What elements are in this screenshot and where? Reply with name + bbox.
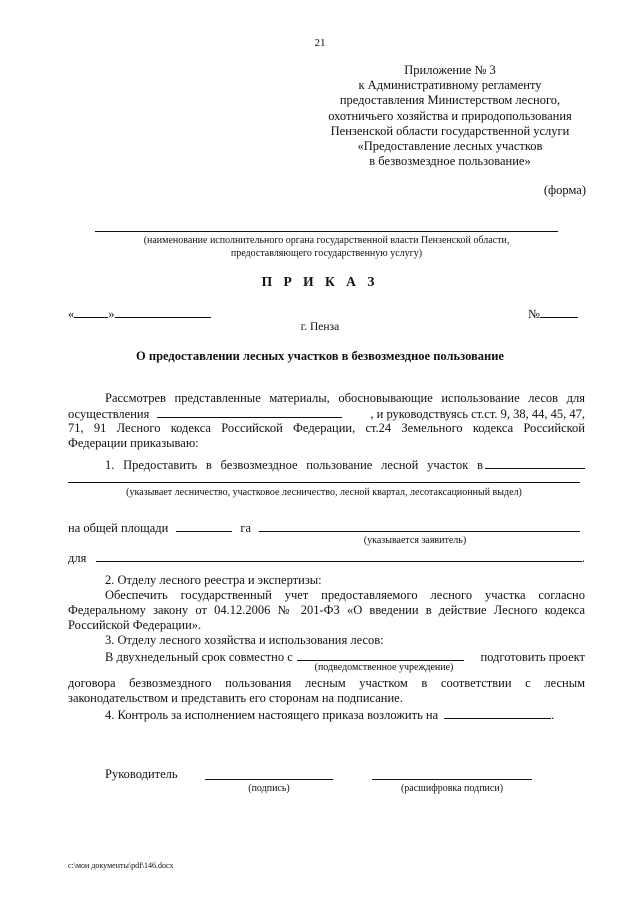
item2-heading: 2. Отделу лесного реестра и экспертизы:: [105, 573, 322, 587]
item4-text: 4. Контроль за исполнением настоящего приказа возложить на: [105, 708, 439, 722]
date-day-blank: [74, 306, 108, 318]
purpose-line: [68, 550, 585, 566]
intro-line-1: [105, 391, 585, 406]
intro-word: для: [566, 391, 585, 405]
intro-word: представленные: [174, 391, 261, 405]
signature-role: Руководитель: [105, 767, 178, 781]
area-label: на общей площади: [68, 521, 169, 535]
responsible-person-blank: [444, 707, 551, 719]
intro-line-2: [68, 406, 585, 422]
purpose-label: для: [68, 551, 87, 565]
date-field: [68, 306, 211, 322]
signature-decode-caption: (расшифровка подписи): [400, 783, 504, 794]
intro-word: лесов: [528, 391, 559, 405]
intro-word: использование: [441, 391, 520, 405]
applicant-caption: (указывается заявитель): [363, 535, 467, 546]
intro-word: обосновывающие: [338, 391, 433, 405]
purpose-blank: [96, 550, 582, 562]
appendix-line: к Административному регламенту: [358, 78, 542, 93]
item3-text-b: подготовить проект: [480, 650, 585, 664]
intro-purpose-label: осуществления: [68, 407, 150, 421]
appendix-line: Приложение № 3: [404, 63, 496, 77]
item2-line-3: Российской Федерации».: [68, 618, 202, 632]
area-line: [68, 520, 580, 536]
item3-line-3: законодательством и представить его сторонам на подписание.: [68, 691, 403, 705]
item4-end: .: [551, 708, 555, 722]
intro-line-3: 71, 91 Лесного кодекса Российской Федерации, ст.24 Земельного кодекса Российской: [68, 421, 585, 435]
city: г. Пенза: [300, 321, 340, 333]
subordinate-institution-blank: [297, 649, 464, 661]
signature-line: [205, 779, 333, 780]
appendix-line: «Предоставление лесных участков: [357, 139, 543, 154]
signature-decode-line: [372, 779, 532, 780]
item2-line-2: Федеральному закону от 04.12.2006 № 201-ФЗ «О введении в действие Лесного кодекса: [68, 603, 585, 617]
intro-line-4: Федерации приказываю:: [68, 436, 199, 450]
forest-plot-blank: [485, 457, 585, 469]
appendix-line: в безвозмездное пользование»: [369, 154, 531, 169]
appendix-line: охотничьего хозяйства и природопользования: [328, 108, 572, 123]
footer-file-path: c:\мои документы\pdf\146.docx: [68, 861, 174, 870]
applicant-blank: [259, 520, 580, 532]
appendix-line: предоставления Министерством лесного,: [339, 93, 561, 108]
signature-caption: (подпись): [248, 783, 290, 794]
number-sign: №: [528, 307, 540, 321]
order-subject: О предоставлении лесных участков в безвозмездное пользование: [136, 349, 504, 363]
item3-line-2: договора безвозмездного пользования лесным участком в соответствии с лесным: [68, 676, 585, 690]
intro-purpose-blank: [157, 406, 342, 418]
area-unit: га: [240, 521, 252, 535]
item1-text: 1. Предоставить в безвозмездное пользование лесной участок в: [105, 458, 483, 472]
date-open-quote: «: [68, 307, 75, 321]
appendix-header: [300, 63, 600, 169]
order-title: П Р И К А З: [261, 274, 379, 289]
item1-line: [105, 457, 585, 473]
number-blank: [540, 306, 578, 318]
item4-line: [105, 707, 554, 723]
page-number: 21: [314, 37, 326, 49]
number-field: [528, 306, 578, 322]
intro-legal-basis: , и руководствуясь ст.ст. 9, 38, 44, 45, 47,: [370, 407, 585, 421]
item2-line-1: Обеспечить государственный учет предоставляемого лесного участка согласно: [105, 588, 585, 602]
date-month-year-blank: [115, 306, 211, 318]
item3-heading: 3. Отделу лесного хозяйства и использования лесов:: [105, 633, 384, 647]
item1-caption: (указывает лесничество, участковое лесничество, лесной квартал, лесотаксационный выдел): [126, 487, 522, 498]
authority-caption-1: (наименование исполнительного органа государственной власти Пензенской области,: [143, 235, 510, 246]
purpose-end: .: [581, 551, 585, 565]
forest-location-line: [68, 482, 580, 483]
authority-caption-2: предоставляющего государственную услугу): [230, 248, 423, 259]
intro-word: материалы,: [269, 391, 330, 405]
form-label: (форма): [543, 183, 586, 197]
appendix-line: Пензенской области государственной услуги: [330, 123, 570, 138]
item3-text-a: В двухнедельный срок совместно с: [105, 650, 293, 664]
date-close-quote: »: [108, 307, 115, 321]
item3-caption: (подведомственное учреждение): [314, 662, 454, 673]
intro-word: Рассмотрев: [105, 391, 166, 405]
area-value-blank: [176, 520, 232, 532]
authority-name-line: [95, 231, 558, 232]
